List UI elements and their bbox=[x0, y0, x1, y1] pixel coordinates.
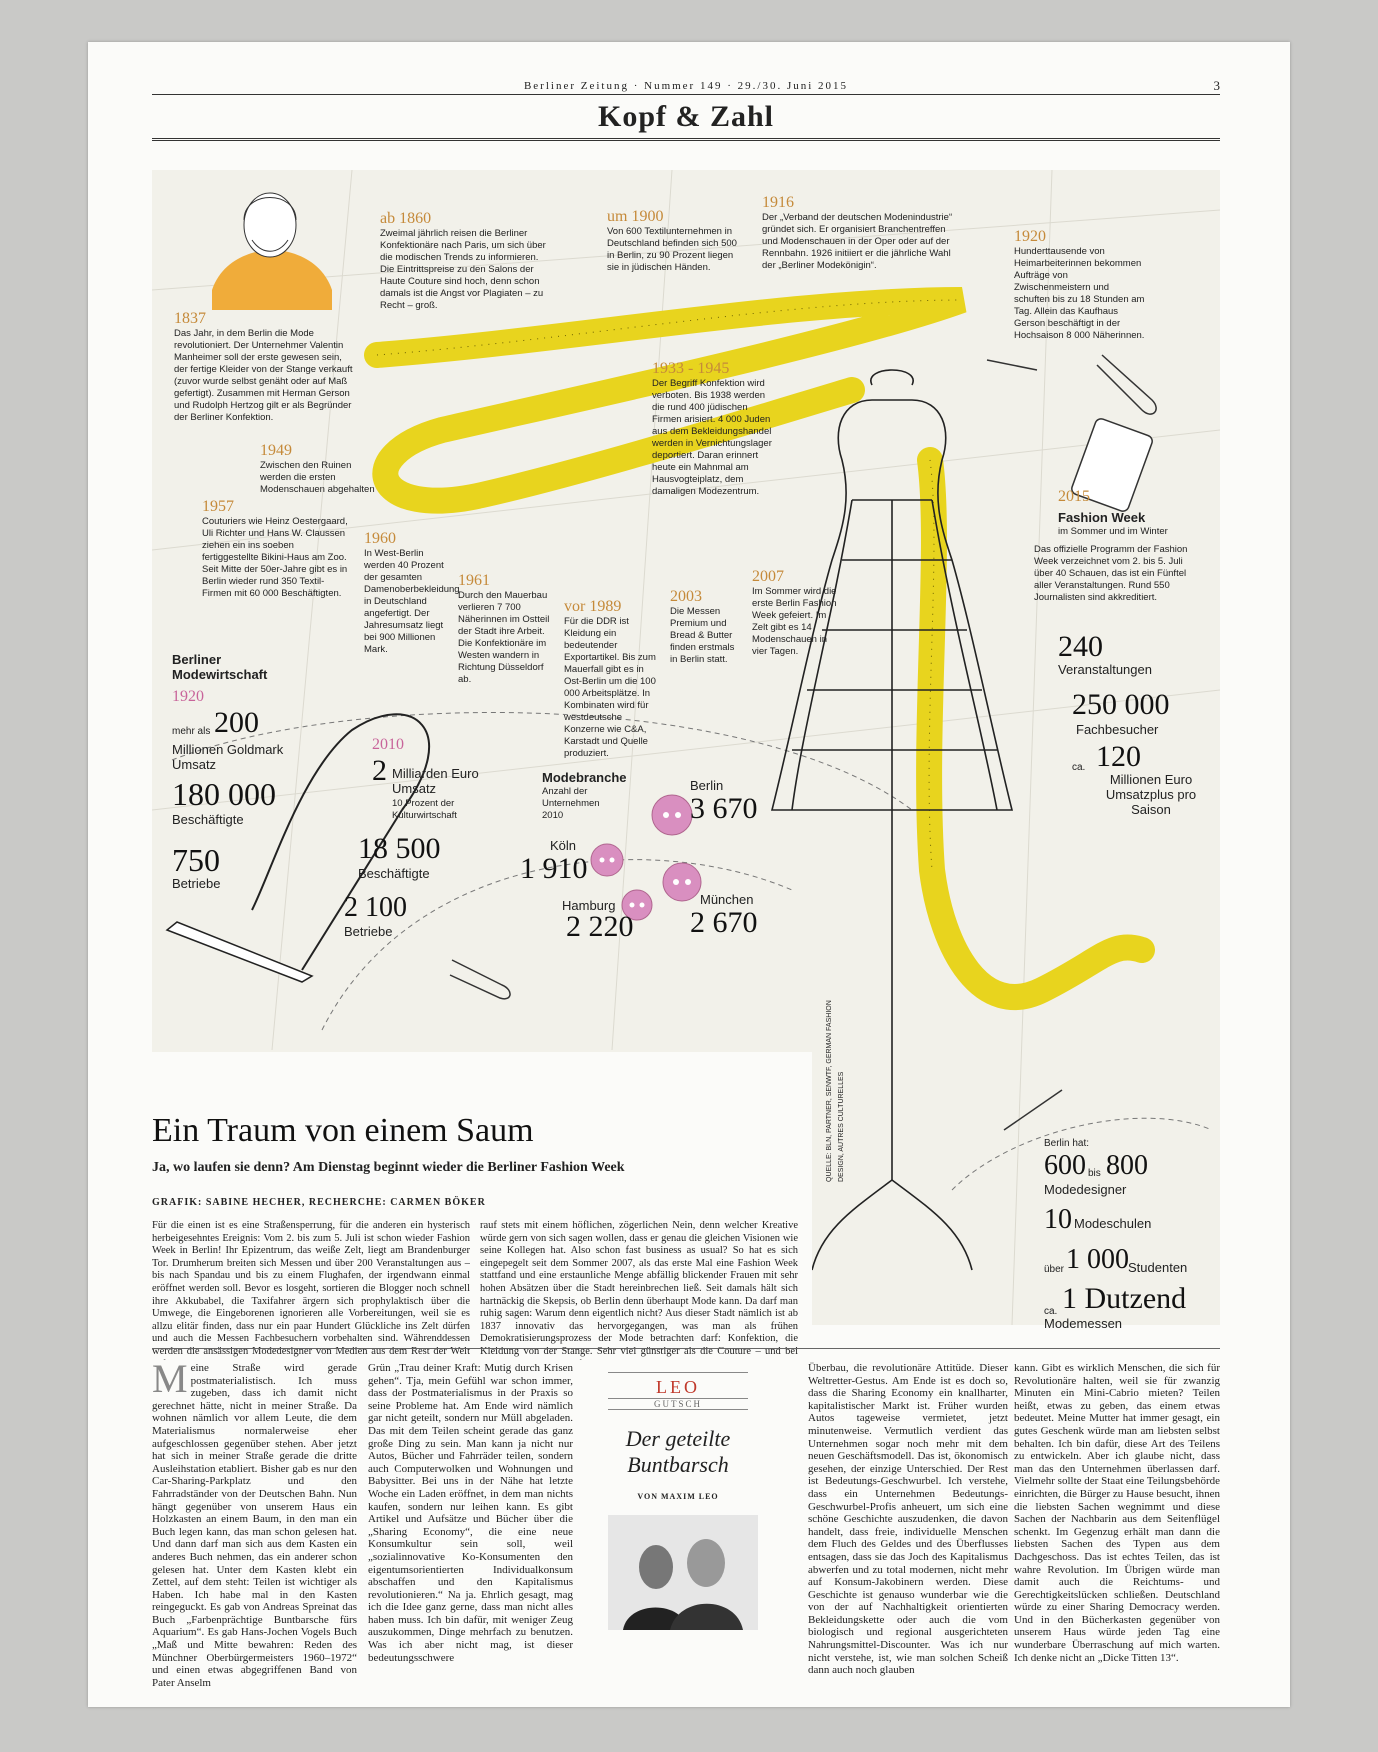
text-1916: Der „Verband der deutschen Modenindustrie“ gründet sich. Er organisiert Branchentreffen und Modenschauen in der Oper oder auf der Rennbahn. 1926 initiiert er die jährliche Wahl der „Berliner Modekönigin“. bbox=[762, 212, 953, 271]
stat-200: 200 bbox=[214, 706, 259, 739]
article-headline: Ein Traum von einem Saum bbox=[152, 1112, 534, 1149]
year-1960: 1960 bbox=[364, 530, 396, 547]
drop-cap: M bbox=[152, 1362, 188, 1401]
city-koeln: Köln bbox=[550, 838, 577, 853]
stat-10-label: Modeschulen bbox=[1074, 1216, 1152, 1231]
pencil-icon bbox=[167, 922, 312, 982]
year-1837: 1837 bbox=[174, 310, 206, 327]
text-2003: Die Messen Premium und Bread & Butter finden erstmals in Berlin statt. bbox=[670, 606, 735, 665]
article-credit: GRAFIK: SABINE HECHER, RECHERCHE: CARMEN BÖKER bbox=[152, 1197, 486, 1208]
fashion-week-sub: im Sommer und im Winter bbox=[1058, 526, 1168, 537]
text-2007: Im Sommer wird die erste Berlin Fashion Week gefeiert. Im Zelt gibt es 14 Modenschauen in vier Tagen. bbox=[752, 586, 837, 657]
stat-ca: ca. bbox=[1044, 1306, 1058, 1317]
modewirtschaft-1920: 1920 bbox=[172, 688, 204, 705]
berlin-hat-title: Berlin hat: bbox=[1044, 1138, 1090, 1149]
text-1860: Zweimal jährlich reisen die Berliner Konfektionäre nach Paris, um sich über die modischen Trends zu informieren. Die Eintrittspreise zu den Salons der Haute Couture sind hoch, denn schon damals ist die Angst vor Plagiaten – zu Recht – groß. bbox=[380, 228, 546, 311]
column-header bbox=[608, 1372, 748, 1630]
masthead bbox=[152, 80, 1220, 140]
stat-1000: 1 000 bbox=[1066, 1244, 1129, 1275]
section-title: Kopf & Zahl bbox=[597, 100, 775, 133]
city-muenchen: München bbox=[700, 892, 754, 907]
city-berlin: Berlin bbox=[690, 778, 724, 793]
stat-18500: 18 500 bbox=[358, 832, 441, 865]
author-first: LEO bbox=[608, 1372, 748, 1398]
text-1837: Das Jahr, in dem Berlin die Mode revolutioniert. Der Unternehmer Valentin Manheimer soll der erste gewesen sein, der fertige Kleider von der Stange verkauft (zuvor wurde selbst genäht oder auf Maß gefertigt). Zusammen mit Herman Gerson und Rudolph Hertzog gilt er als Begründer der Berliner Konfektion. bbox=[174, 328, 353, 423]
count-berlin: 3 670 bbox=[690, 792, 758, 825]
article-subhead: Ja, wo laufen sie denn? Am Dienstag beginnt wieder die Berliner Fashion Week bbox=[152, 1160, 625, 1175]
count-muenchen: 2 670 bbox=[690, 906, 758, 939]
stat-180000: 180 000 bbox=[172, 776, 276, 812]
author-photo bbox=[608, 1515, 758, 1630]
text-2015: Das offizielle Programm der Fashion Week verzeichnet vom 2. bis 5. Juli über 40 Schauen, das ist ein Fünftel aller Veranstaltungen. Rund 550 Journalisten sind akkreditiert. bbox=[1034, 544, 1188, 603]
stat-dutzend-label: Modemessen bbox=[1044, 1316, 1123, 1331]
column-col-2: Grün „Trau deiner Kraft: Mutig durch Krisen gehen“. Tja, mein Gefühl war schon immer, dass der Postmaterialismus in der Praxis so seine Probleme hat. Am Ende wird nämlich gar nicht geteilt, sondern nur Müll abgeladen. Das mit dem Teilen scheint gerade das ganz große Ding zu sein. Man kann ja nicht nur Autos, Bücher und Fahrräder teilen, sondern auch Computerwolken und Wohnungen und Babysitter. Bei uns in der Nähe hat letzte Woche ein Laden eröffnet, in dem man nichts kaufen, sondern nur leihen kann. Es gibt Artikel und Aufsätze und Bücher über die „Sharing Economy“, die eine neue Konsumkultur sein soll, weil „sozialinnovative Ko-Konsumenten den eigentumsorientierten Individualkonsum abschaffen und den Kapitalismus revolutionieren.“ Na ja. Ehrlich gesagt, mag ich die Idee ganz gerne, dass man nicht alles haben muss. Ich bin dafür, mit weniger Zeug auszukommen, Dinge mehrfach zu benutzen. Was ich aber nicht mag, ist dieser bedeutungsschwere bbox=[368, 1362, 573, 1664]
column-text-1: eine Straße wird gerade postmaterialistisch. Ich muss zugeben, dass ich damit nicht gerechnet hätte, nicht in meiner Straße. Da wohnen nämlich vor allem Leute, die dem Materialismus normalerweise eher aufgeschlossen gegenüber stehen. Aber jetzt hat sich in meiner Straße gerade die dritte Ausleihstation etabliert. Bisher gab es nur den Car-Sharing-Parkplatz und den Fahrradständer von der Deutschen Bahn. Nun hängt gegenüber von unserem Haus ein Holzkasten an einem Baum, in den man ein Buch legen kann, das man schon gelesen hat. Und dann darf man sich aus dem Kasten ein anderes Buch nehmen, das ein anderer schon gelesen hat. Unter dem Kasten klebt ein Zettel, auf dem steht: Teilen ist wichtiger als Haben. Ich habe mal in den Kasten reingeguckt. Es gab von Andreas Spreinat das Buch „Farbenprächtige Buntbarsche fürs Aquarium“. Es gab Hans-Jochen Vogels Buch „Maß und Mitte bewahren: Reden des Münchner Oberbürgermeisters 1960–1972“ und einen etwas abgegriffenen Band von Pater Anselm bbox=[152, 1362, 357, 1689]
stat-120: 120 bbox=[1096, 740, 1141, 773]
stat-240-label: Veranstaltungen bbox=[1058, 662, 1152, 677]
source-line: QUELLE: BLN, PARTNER, SENWTF, GERMAN FASHION DESIGN, AUTRES CULTURELLES bbox=[826, 1000, 845, 1182]
stat-1000-label: Studenten bbox=[1128, 1260, 1188, 1275]
text-1957: Couturiers wie Heinz Oestergaard, Uli Richter und Hans W. Claussen ziehen ein ins soeben fertiggestellte Bikini-Haus am Zoo. Seit Mitte der 50er-Jahre gibt es in Berlin wieder rund 350 Textil-Firmen mit 60 000 Beschäftigten. bbox=[202, 516, 348, 599]
stat-2-label: Milliarden Euro Umsatz bbox=[392, 766, 479, 796]
author-last: GUTSCH bbox=[608, 1398, 748, 1410]
author-photo-icon bbox=[608, 1515, 758, 1630]
stat-2: 2 bbox=[372, 754, 387, 787]
year-1933: 1933 - 1945 bbox=[652, 360, 730, 377]
stat-250000-label: Fachbesucher bbox=[1076, 722, 1159, 737]
portrait-icon bbox=[212, 193, 332, 310]
section-divider bbox=[152, 1348, 1220, 1349]
stat-250000: 250 000 bbox=[1072, 688, 1170, 721]
stat-600: 600 bbox=[1044, 1150, 1086, 1181]
stat-180000-label: Beschäftigte bbox=[172, 812, 244, 827]
year-1949: 1949 bbox=[260, 442, 292, 459]
article-col-1: Für die einen ist es eine Straßensperrung, für die anderen ein hysterisch herbeigesehntes Ereignis: Vom 2. bis zum 5. Juli ist schon wieder Fashion Week in Berlin! Ihr Epizentrum, das weiße Zelt, liegt am Brandenburger Tor. Drumherum breiten sich Messen und über 200 Veranstaltungen aus – bis nach Spandau und bis zu einem Flughafen, der irgendwann einmal eröffnet werden soll. Bevor es losgeht, sortieren die Blogger noch schnell ihre Akkubabel, die Taxifahrer ärgern sich prophylaktisch über die Umwege, die Eingeborenen ignorieren alle Vorbereitungen, weil sie es allzu elitär finden, dass nur ein paar Hundert Glückliche ins Zelt dürfen und auch die Messen Fachbesuchern vorbehalten sind. Währenddessen werden die ansässigen Modedesigner von Medien aus dem Rest der Welt bbox=[152, 1220, 470, 1357]
section-rule bbox=[152, 138, 1220, 141]
stat-120-ca: ca. bbox=[1072, 762, 1086, 773]
year-1900: um 1900 bbox=[607, 208, 664, 225]
column-title: Der geteilte Buntbarsch bbox=[625, 1426, 731, 1477]
stat-ueber: über bbox=[1044, 1264, 1065, 1275]
stat-2100: 2 100 bbox=[344, 892, 407, 923]
stat-750: 750 bbox=[172, 842, 220, 878]
text-1989: Für die DDR ist Kleidung ein bedeutender Exportartikel. Bis zum Mauerfall gibt es in Ost-Berlin um die 100 000 Arbeitsplätze. In Kombinaten wird für westdeutsche Konzerne wie C&A, Karstadt und Quelle produziert. bbox=[564, 616, 656, 759]
stat-240: 240 bbox=[1058, 630, 1103, 663]
text-1900: Von 600 Textilunternehmen in Deutschland befinden sich 500 in Berlin, zu 90 Prozent liegen sie in jüdischen Händen. bbox=[607, 226, 737, 273]
fashion-week-title: Fashion Week bbox=[1058, 510, 1146, 525]
page-number: 3 bbox=[1213, 78, 1220, 93]
stat-120-label: Millionen Euro Umsatzplus pro Saison bbox=[1105, 772, 1197, 817]
year-1860: ab 1860 bbox=[380, 210, 432, 227]
text-1933: Der Begriff Konfektion wird verboten. Bis 1938 werden die rund 400 jüdischen Firmen arisiert. 4 000 Juden aus dem Bekleidungshandel werden in Vernichtungslager deportiert. Daran erinnert heute ein Mahnmal am Hausvogteiplatz, dem damaligen Modezentrum. bbox=[652, 378, 772, 497]
year-1989: vor 1989 bbox=[564, 598, 622, 615]
stat-dutzend: 1 Dutzend bbox=[1062, 1282, 1187, 1315]
stat-800: 800 bbox=[1106, 1150, 1148, 1181]
year-2003: 2003 bbox=[670, 588, 702, 605]
year-1916: 1916 bbox=[762, 194, 794, 211]
stat-200-pre: mehr als bbox=[172, 726, 211, 737]
city-hamburg: Hamburg bbox=[562, 898, 616, 913]
masthead-line: Berliner Zeitung · Nummer 149 · 29./30. Juni 2015 bbox=[523, 80, 849, 92]
stat-800-label: Modedesigner bbox=[1044, 1182, 1127, 1197]
column-col-4: kann. Gibt es wirklich Menschen, die sich für Revolutionäre halten, weil sie für zwanzig Minuten ein Mini-Cabrio mieten? Teilen heißt, etwas zu geben, das einem etwas bedeutet. Meine Mutter hat immer gesagt, ein gutes Geschenk würde man am liebsten selbst behalten. Ich bin dafür, diese Art des Teilens zu entwickeln. Aber ich glaube nicht, dass man das den Unternehmen überlassen darf. Vielmehr sollte der Staat eine Teilungsbehörde einrichten, die Bürger zu Hause besucht, ihnen die liebsten Sachen wegnimmt und diese Sachen der Nachbarin aus dem Seitenflügel schenkt. Im Gegenzug erhält man dann die liebsten Sachen des Typen aus dem Dachgeschoss. Das ist echtes Teilen, das ist wahre Revolution. Im Übrigen würde man damit auch die Reichtums- und Gerechtigkeitslücken schließen. Deutschland würde zu einer Sharing Democracy werden. Und in den Bücherkasten gegenüber von unserem Haus würde jeden Tag eine wunderbare Überraschung auf mich warten. Ich denke nicht an „Dicke Titten 13“. bbox=[1014, 1362, 1220, 1664]
masthead-rule bbox=[152, 94, 1220, 95]
modebranche-title: Modebranche bbox=[542, 770, 627, 785]
article-col-2: rauf stets mit einem höflichen, zögerlichen Nein, denn welcher Kreative würde gern von sich sagen wollen, dass er genau die gleichen Visionen wie seine Kollegen hat. Also schon fast business as usual? So hat es sich eingepegelt seit dem Sommer 2007, als das erste Mal eine Fashion Week stattfand und eine erstaunliche Menge abfällig blickender Frauen mit sehr hohen Absätzen über die Stadt hereinbrechen ließ. Seit damals hält sich hartnäckig die Skepsis, ob Berlin denn überhaupt Mode kann. Da darf man ruhig sagen: Warum denn eigentlich nicht? Aus dieser Stadt nämlich ist ab 1837 innovativ das hervorgegangen, was man als frühen Demokratisierungsprozess der Mode betrachten darf: Konfektion, die Kleidung von der Stange. Sehr viel günstiger als die Couture – und bei bbox=[480, 1220, 798, 1357]
year-1957: 1957 bbox=[202, 498, 234, 515]
year-1961: 1961 bbox=[458, 572, 490, 589]
stat-2100-label: Betriebe bbox=[344, 924, 393, 939]
column-col-1 bbox=[152, 1362, 357, 1692]
year-2015: 2015 bbox=[1058, 488, 1090, 505]
count-koeln: 1 910 bbox=[520, 852, 588, 885]
stat-2-sub: 10 Prozent der Kulturwirtschaft bbox=[392, 798, 457, 821]
stat-10: 10 bbox=[1044, 1204, 1072, 1235]
newspaper-page bbox=[88, 42, 1290, 1707]
year-2007: 2007 bbox=[752, 568, 784, 585]
stat-18500-label: Beschäftigte bbox=[358, 866, 430, 881]
text-1961: Durch den Mauerbau verlieren 7 700 Näherinnen im Ostteil der Stadt ihre Arbeit. Die Konfektionäre im Westen wandern in Richtung Düsseldorf ab. bbox=[458, 590, 550, 685]
modebranche-sub: Anzahl der Unternehmen 2010 bbox=[542, 786, 600, 821]
stat-bis: bis bbox=[1088, 1168, 1101, 1179]
column-byline: VON MAXIM LEO bbox=[637, 1492, 719, 1501]
modewirtschaft-title: Berliner Modewirtschaft bbox=[172, 652, 268, 682]
modewirtschaft-2010: 2010 bbox=[372, 736, 404, 753]
stat-750-label: Betriebe bbox=[172, 876, 221, 891]
column-col-3: Überbau, die revolutionäre Attitüde. Dieser Weltretter-Gestus. Am Ende ist es doch so, dass die Sharing Economy ein knallharter, kapitalistischer Markt ist. Früher wurden Autos tageweise vermietet, jetzt minutenweise. Vermutlich verdient das Unternehmen sogar noch mehr mit dem neuen Geschäftsmodell. Das ist, ökonomisch gesehen, der einzige Unterschied. Der Rest ist Bedeutungs-Geschwurbel. Ich verstehe, dass ein Unternehmen Bedeutungs-Geschwurbel-Profis anheuert, um sich eine schöne Geschichte auszudenken, die davon handelt, dass freie, individuelle Menschen dem Fluch des Geldes und des Überflusses entsagen, dass sie das Joch des Kapitalismus abwerfen und zu total modernen, nicht mehr auf Konsum-Jakobinern werden. Diese Geschichte ist genauso wunderbar wie die von der auf Nachhaltigkeit orientierten Bekleidungskette oder auch die vom biologisch und regional ausgerichteten Nahrungsmittel-Discounter. Was ich nur nicht verstehe, ist, wie man solchen Scheiß dann auch noch glauben bbox=[808, 1362, 1008, 1677]
text-1960: In West-Berlin werden 40 Prozent der gesamten Damenoberbekleidung in Deutschland angefertigt. Der Jahresumsatz liegt bei 900 Millionen Mark. bbox=[364, 548, 460, 655]
stat-200-label: Millionen Goldmark Umsatz bbox=[172, 742, 284, 772]
text-1920: Hunderttausende von Heimarbeiterinnen bekommen Aufträge von Zwischenmeistern und schuften bis zu 18 Stunden am Tag. Allein das Kaufhaus Gerson beschäftigt in der Hochsaison 8 000 Näherinnen. bbox=[1014, 246, 1145, 341]
year-1920: 1920 bbox=[1014, 228, 1046, 245]
count-hamburg: 2 220 bbox=[566, 910, 634, 943]
text-1949: Zwischen den Ruinen werden die ersten Modenschauen abgehalten bbox=[260, 460, 375, 495]
